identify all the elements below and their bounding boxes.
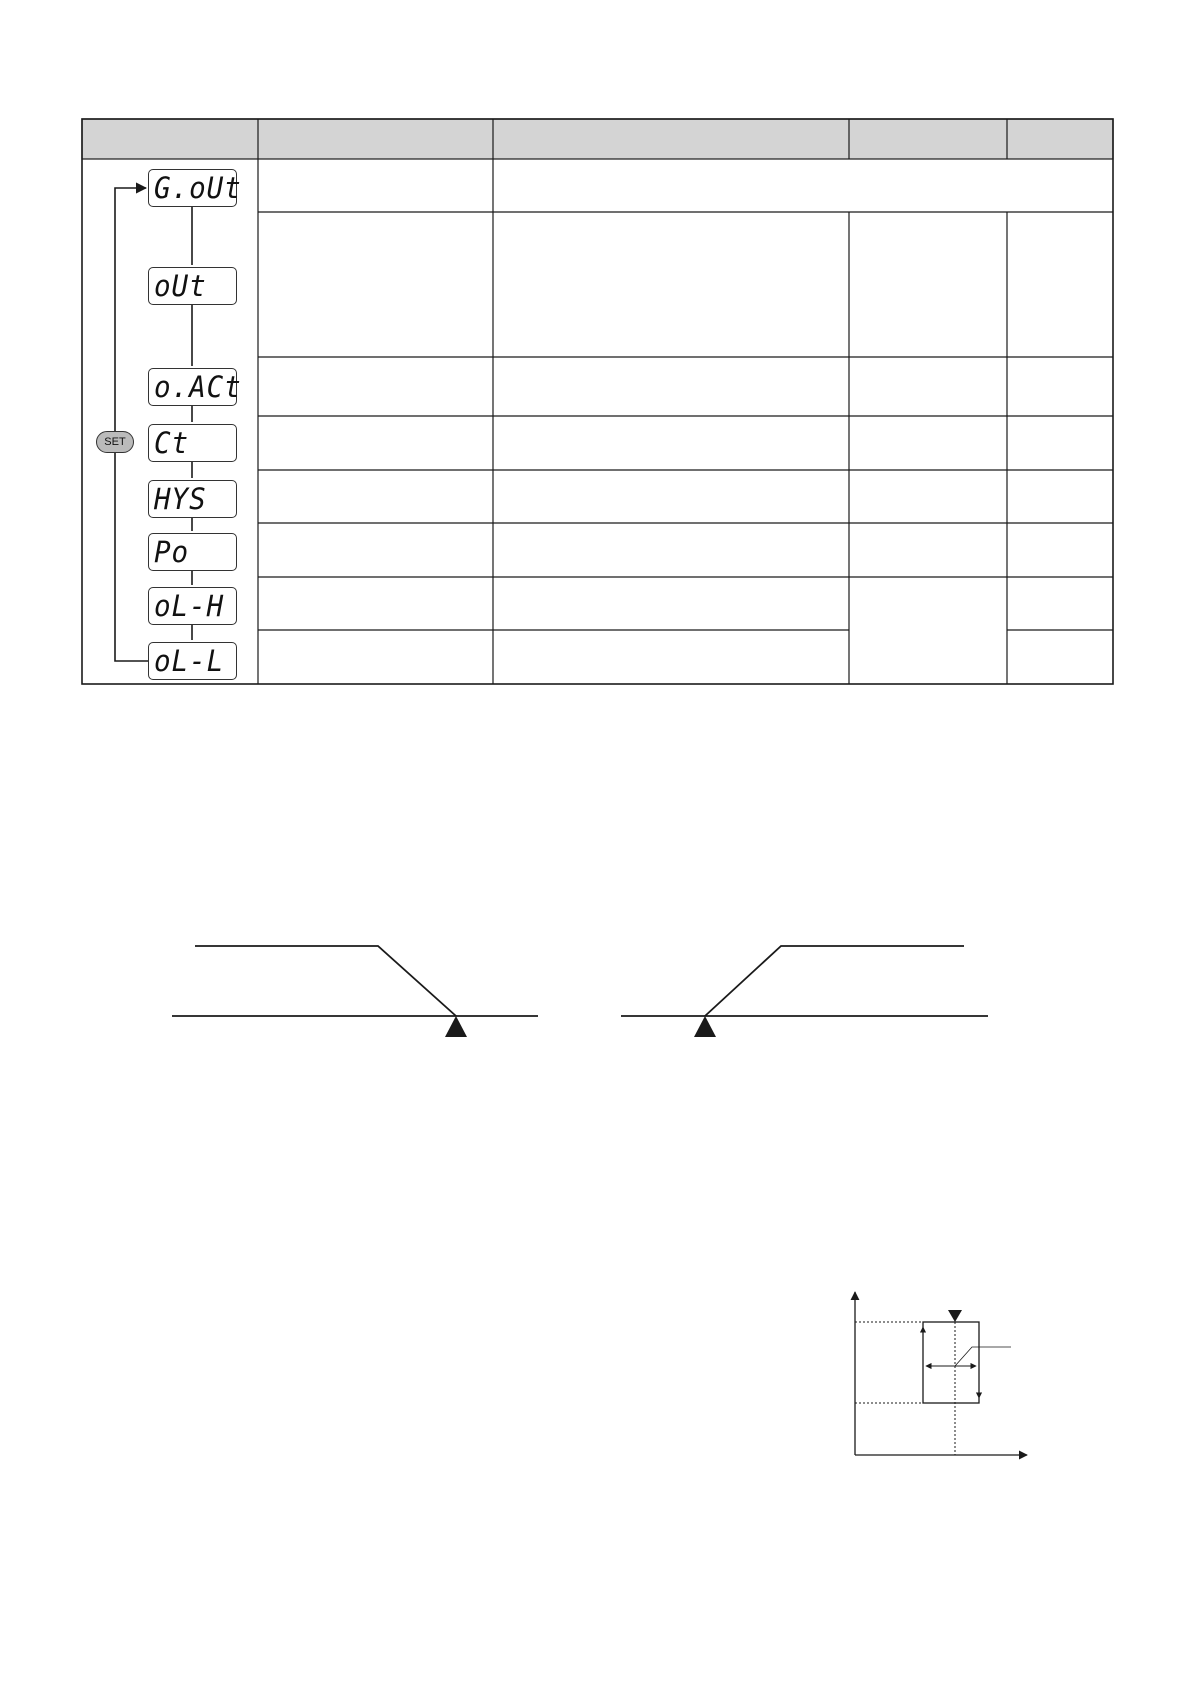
display-code: HYS — [154, 481, 207, 516]
setpoint-marker-right — [694, 1016, 716, 1037]
reverse-action-graph — [172, 946, 538, 1037]
display-code: oUt — [154, 268, 207, 303]
display-code: Po — [154, 534, 190, 569]
lcd-display-po — [148, 533, 237, 571]
display-code: oL-L — [154, 643, 225, 678]
lcd-display-ol-h — [148, 587, 237, 625]
lcd-display-oact — [148, 368, 242, 406]
display-code: G.oUt — [154, 170, 242, 205]
direct-action-graph — [621, 946, 988, 1037]
control-action-figure — [172, 946, 988, 1037]
lcd-display-out — [148, 267, 237, 305]
display-code: oL-H — [154, 588, 225, 623]
table-grid — [258, 119, 1113, 684]
lcd-display-ct — [148, 424, 237, 462]
setpoint-marker-left — [445, 1016, 467, 1037]
display-code: o.ACt — [154, 369, 242, 404]
setpoint-marker — [948, 1310, 962, 1322]
lcd-display-gout — [148, 169, 242, 207]
hysteresis-figure — [855, 1292, 1027, 1455]
lcd-display-hys — [148, 480, 237, 518]
table-header-row — [82, 119, 1113, 159]
lcd-display-ol-l — [148, 642, 237, 680]
display-code: Ct — [154, 425, 190, 460]
hysteresis-band — [923, 1322, 979, 1403]
set-key-button[interactable]: SET — [96, 431, 134, 453]
